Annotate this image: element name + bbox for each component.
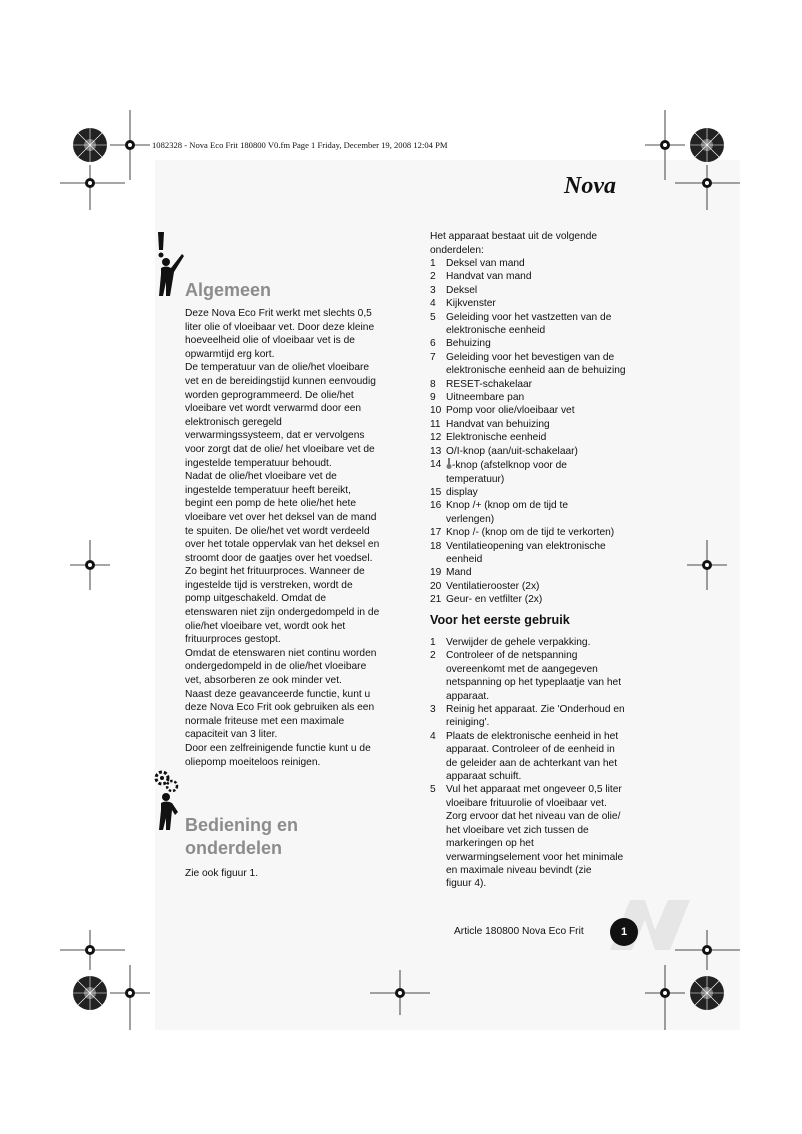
section-title-algemeen: Algemeen xyxy=(185,280,272,300)
part-item xyxy=(430,257,660,270)
item-number: 1 xyxy=(430,637,436,648)
item-number: 15 xyxy=(430,486,442,498)
paragraph-line: Zo begint het frituurproces. Wanneer de xyxy=(185,566,365,578)
item-text: display xyxy=(446,486,478,498)
exclamation-figure-icon xyxy=(152,230,184,298)
paragraph-line: liter olie of vloeibaar vet. Door deze kleine xyxy=(185,321,375,333)
paragraph-line: capaciteit van 3 liter. xyxy=(185,729,278,741)
paragraph-line: ingestelde temperatuur heeft bereikt, xyxy=(185,484,351,496)
item-number: 19 xyxy=(430,567,442,579)
item-text: Reinig het apparaat. Zie 'Onderhoud en xyxy=(446,704,625,716)
paragraph-line: Deze Nova Eco Frit werkt met slechts 0,5 xyxy=(185,308,372,319)
part-item xyxy=(430,337,660,350)
item-text: en maximale niveau bevindt (zie xyxy=(446,864,592,876)
item-number: 12 xyxy=(430,432,442,444)
item-text: Kijkvenster xyxy=(446,298,496,310)
item-text: het vloeibare vet zich tussen de xyxy=(446,824,589,836)
paragraph-line: Omdat de etenswaren niet continu worden xyxy=(185,647,377,659)
paragraph-line: frituurproces gestopt. xyxy=(185,634,281,646)
paragraph-line: elektronisch geregeld xyxy=(185,416,282,428)
part-item xyxy=(430,526,660,539)
paragraph-line: verwarmingssysteem, dat er vervolgens xyxy=(185,430,365,442)
item-text: Deksel xyxy=(446,284,478,296)
paragraph-line: ondergedompeld in de olie/het vloeibare xyxy=(185,661,367,673)
paragraph-line: begint een pomp de hete olie/het hete xyxy=(185,498,357,510)
paragraph-line: worden geprogrammeerd. De olie/het xyxy=(185,389,354,401)
item-text: elektronische eenheid xyxy=(446,325,546,337)
step-item xyxy=(430,649,660,703)
item-text: Handvat van mand xyxy=(446,271,532,283)
part-item xyxy=(430,404,660,417)
part-item xyxy=(430,499,660,526)
step-item xyxy=(430,703,660,730)
item-text: Ventilatierooster (2x) xyxy=(446,580,540,592)
item-number: 14 xyxy=(430,459,442,471)
item-text: Plaats de elektronische eenheid in het xyxy=(446,730,619,742)
item-text: O/I-knop (aan/uit-schakelaar) xyxy=(446,445,578,457)
paragraph-line: vloeibare vet wordt verwarmd door een xyxy=(185,403,362,415)
item-text: Ventilatieopening van elektronische xyxy=(446,540,606,552)
item-line-with-icon xyxy=(446,458,660,472)
paragraph-line: voor zorgt dat de olie/ het vloeibare vet de xyxy=(185,443,375,455)
item-text: reiniging'. xyxy=(446,717,490,729)
paragraph-line: pomp uitgeschakeld. Omdat de xyxy=(185,593,327,605)
paragraph-line: olie/het vloeibare vet, wordt ook het xyxy=(185,620,346,632)
gear-figure-icon xyxy=(152,770,186,832)
part-item xyxy=(430,311,660,338)
item-text: Uitneembare pan xyxy=(446,392,525,404)
item-text: Elektronische eenheid xyxy=(446,432,547,444)
item-text: elektronische eenheid aan de behuizing xyxy=(446,365,626,377)
item-text: Deksel van mand xyxy=(446,258,525,269)
item-number: 1 xyxy=(430,258,436,269)
item-text: Zorg ervoor dat het niveau van de olie/ xyxy=(446,811,621,823)
item-text: temperatuur) xyxy=(446,473,505,485)
item-text: Pomp voor olie/vloeibaar vet xyxy=(446,405,575,417)
part-item xyxy=(430,486,660,499)
parts-intro: Het apparaat bestaat uit de volgende onderdelen: xyxy=(430,231,598,256)
item-number: 3 xyxy=(430,704,436,716)
part-item xyxy=(430,566,660,579)
item-number: 5 xyxy=(430,311,436,323)
item-text: Controleer of de netspanning xyxy=(446,650,578,662)
paragraph-line: deze Nova Eco Frit ook gebruiken als een xyxy=(185,702,375,714)
paragraph-line: oliepomp moeiteloos reinigen. xyxy=(185,756,321,768)
paragraph-line: etenswaren niet zijn ondergedompeld in de xyxy=(185,607,380,619)
logo-text: Nova xyxy=(564,173,616,198)
item-number: 6 xyxy=(430,338,436,350)
item-text: de geleider aan de achterkant van het xyxy=(446,757,618,769)
item-text: -knop (afstelknop voor de xyxy=(452,460,567,472)
item-text: Knop /- (knop om de tijd te verkorten) xyxy=(446,527,615,539)
item-number: 8 xyxy=(430,378,436,390)
part-item xyxy=(430,270,660,283)
item-line-with-icon xyxy=(446,526,660,539)
item-text: verwarmingselement voor het minimale xyxy=(446,851,624,863)
parts-list xyxy=(430,257,660,607)
item-number: 16 xyxy=(430,500,442,512)
item-text: figuur 4). xyxy=(446,878,487,890)
paragraph-line: normale friteuse met een maximale xyxy=(185,715,345,727)
paragraph-line: ingestelde tijd is verstreken, wordt de xyxy=(185,579,353,591)
paragraph-line: vet, absorberen ze ook minder vet. xyxy=(185,675,342,687)
paragraph-line: Naast deze geavanceerde functie, kunt u xyxy=(185,688,371,700)
item-number: 5 xyxy=(430,784,436,796)
part-item xyxy=(430,458,660,486)
item-text: Geur- en vetfilter (2x) xyxy=(446,594,543,606)
part-item xyxy=(430,418,660,431)
step-item xyxy=(430,783,660,890)
item-number: 17 xyxy=(430,527,442,539)
item-number: 3 xyxy=(430,284,436,296)
section-title-bediening: Bediening en onderdelen xyxy=(185,815,299,858)
item-text: Vul het apparaat met ongeveer 0,5 liter xyxy=(446,784,622,796)
item-number: 2 xyxy=(430,271,436,283)
step-item xyxy=(430,636,660,649)
part-item xyxy=(430,431,660,444)
item-number: 7 xyxy=(430,351,436,363)
item-text: Verwijder de gehele verpakking. xyxy=(446,637,591,648)
paragraph-line: vloeibare vet over het deksel van de mand xyxy=(185,511,377,523)
item-text: apparaat schuift. xyxy=(446,771,522,783)
item-line-with-icon xyxy=(446,499,660,512)
item-number: 18 xyxy=(430,540,442,552)
item-text: apparaat. xyxy=(446,690,490,702)
paragraph-line: Nadat de olie/het vloeibare vet de xyxy=(185,471,337,483)
item-text: eenheid xyxy=(446,553,483,565)
step-item xyxy=(430,730,660,784)
item-text: Geleiding voor het bevestigen van de xyxy=(446,351,615,363)
paragraph-line: Door een zelfreinigende functie kunt u de xyxy=(185,743,371,754)
part-item xyxy=(430,391,660,404)
item-number: 20 xyxy=(430,580,442,592)
steps-list xyxy=(430,636,660,891)
item-number: 9 xyxy=(430,392,436,404)
part-item xyxy=(430,580,660,593)
file-info-header: 1082328 - Nova Eco Frit 180800 V0.fm Page 1 Friday, December 19, 2008 12:04 PM xyxy=(152,140,448,150)
part-item xyxy=(430,351,660,378)
paragraph-line: vet en de bereidingstijd kunnen eenvoudig xyxy=(185,375,376,387)
paragraph-line: te spuiten. De olie/het vet wordt verdeeld xyxy=(185,525,370,537)
item-text: Behuizing xyxy=(446,338,491,350)
page-number: 1 xyxy=(610,918,638,946)
item-text: vloeibare frituurolie of vloeibaar vet. xyxy=(446,797,607,809)
item-text: RESET-schakelaar xyxy=(446,378,533,390)
item-number: 2 xyxy=(430,650,436,662)
bediening-text: Zie ook figuur 1. xyxy=(185,868,259,879)
paragraph-line: hoeveelheid olie of vloeibaar vet is de xyxy=(185,335,355,347)
paragraph-line: De temperatuur van de olie/het vloeibare xyxy=(185,362,370,374)
item-text: Geleiding voor het vastzetten van de xyxy=(446,311,612,323)
part-item xyxy=(430,540,660,567)
part-item xyxy=(430,445,660,458)
item-text: overeenkomt met de aangegeven xyxy=(446,663,598,675)
part-item xyxy=(430,593,660,606)
item-number: 4 xyxy=(430,298,436,310)
item-number: 11 xyxy=(430,418,441,430)
paragraph-line: over het totale oppervlak van het deksel en xyxy=(185,539,380,551)
paragraph-line: ingestelde temperatuur behoudt. xyxy=(185,457,332,469)
item-number: 21 xyxy=(430,594,442,606)
item-number: 13 xyxy=(430,445,442,457)
part-item xyxy=(430,284,660,297)
algemeen-paragraph xyxy=(185,307,379,769)
section-title-eerste-gebruik: Voor het eerste gebruik xyxy=(430,613,570,627)
item-number: 4 xyxy=(430,730,436,742)
item-number: 10 xyxy=(430,405,442,417)
item-text: netspanning op het typeplaatje van het xyxy=(446,677,622,689)
paragraph-line: stroomt door de gaatjes over het voedsel. xyxy=(185,552,373,564)
item-text: apparaat. Controleer of de eenheid in xyxy=(446,744,615,756)
item-text: markeringen op het xyxy=(446,838,534,850)
part-item xyxy=(430,297,660,310)
footer-article: Article 180800 Nova Eco Frit xyxy=(454,926,584,937)
item-text: verlengen) xyxy=(446,513,495,525)
nova-logo xyxy=(562,172,637,198)
item-text: Handvat van behuizing xyxy=(446,418,550,430)
part-item xyxy=(430,378,660,391)
item-text: Knop /+ (knop om de tijd te xyxy=(446,500,569,512)
item-text: Mand xyxy=(446,567,472,579)
paragraph-line: opwarmtijd erg kort. xyxy=(185,348,275,360)
